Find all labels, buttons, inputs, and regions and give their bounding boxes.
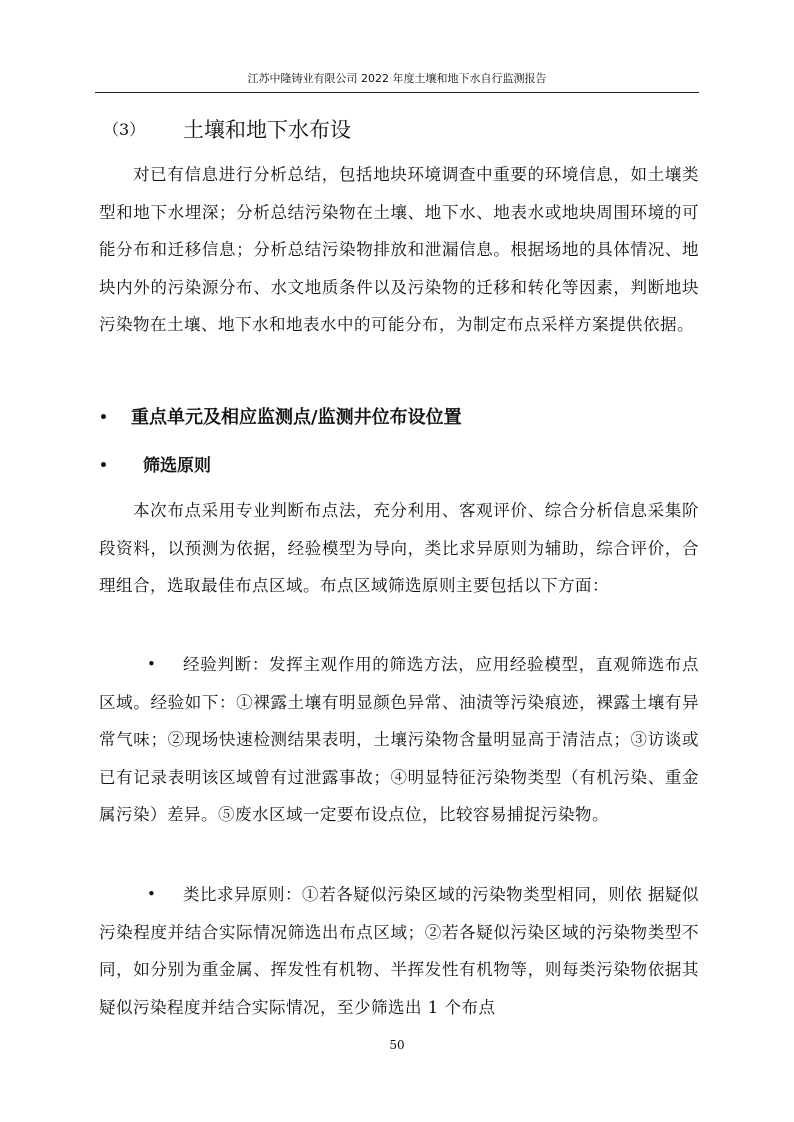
- bullet-heading-layout: [99, 398, 699, 438]
- bullet-item-experience-text: 经验判断：发挥主观作用的筛选方法，应用经验模型，直观筛选布点区域。经验如下：①裸露土壤有明显颜色异常、油渍等污染痕迹，裸露土壤有异常气味；②现场快速检测结果表明，土壤污染物含量明显高于清洁点；③访谈或已有记录表明该区域曾有过泄露事故；④明显特征污染物类型（有机污染、重金属污染）差异。⑤废水区域一定要布设点位，比较容易捕捉污染物。: [99, 655, 699, 824]
- bullet-item-experience: [99, 646, 699, 834]
- page-footer: [0, 1038, 794, 1052]
- header-text: 江苏中隆铸业有限公司 2022 年度土壤和地下水自行监测报告: [247, 72, 547, 85]
- bullet-heading-principles: [99, 446, 699, 486]
- paragraph-intro: 对已有信息进行分析总结，包括地块环境调查中重要的环境信息，如土壤类型和地下水埋深；分析总结污染物在土壤、地下水、地表水或地块周围环境的可能分布和迁移信息；分析总结污染物排放和泄漏信息。根据场地的具体情况、地块内外的污染源分布、水文地质条件以及污染物的迁移和转化等因素，判断地块污染物在土壤、地下水和地表水中的可能分布，为制定布点采样方案提供依据。: [99, 165, 699, 334]
- bullet-dot-icon: •: [99, 458, 108, 474]
- bullet-heading-layout-text: 重点单元及相应监测点/监测井位布设位置: [131, 407, 462, 428]
- bullet-dot-icon: •: [147, 655, 156, 673]
- section-heading: [103, 108, 703, 152]
- bullet-dot-icon: •: [147, 885, 156, 903]
- bullet-dot-icon: •: [99, 410, 108, 426]
- section-title: 土壤和地下水布设: [183, 118, 351, 142]
- bullet-heading-principles-text: 筛选原则: [143, 456, 211, 476]
- bullet-item-analogy-text: 类比求异原则：①若各疑似污染区域的污染物类型相同，则依 据疑似污染程度并结合实际情况筛选出布点区域；②若各疑似污染区域的污染物类型不同，如分别为重金属、挥发性有机物、半挥发性有机物等，则每类污染物依据其疑似污染程度并结合实际情况，至少筛选出 1 个布点: [99, 885, 699, 1017]
- bullet-item-analogy: [99, 876, 699, 1026]
- page-number: 50: [389, 1038, 405, 1052]
- section-number: （3）: [103, 120, 146, 139]
- paragraph-method: 本次布点采用专业判断布点法，充分利用、客观评价、综合分析信息采集阶段资料，以预测为依据，经验模型为导向，类比求异原则为辅助，综合评价，合理组合，选取最佳布点区域。布点区域筛选原则主要包括以下方面：: [99, 501, 699, 595]
- page-header: [95, 70, 699, 93]
